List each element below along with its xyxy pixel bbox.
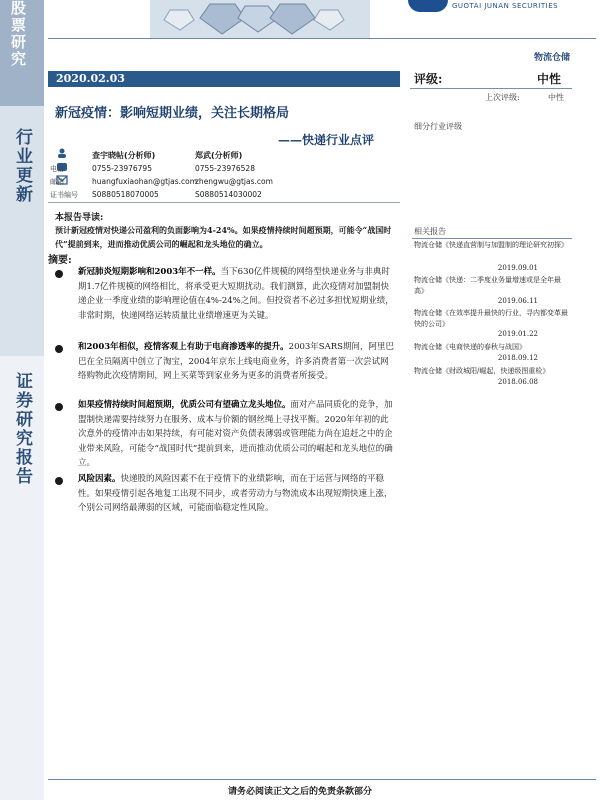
abstract-point-2-body: 2003年SARS期间，阿里巴巴在全员隔离中创立了淘宝，2004年京东上线电商业务，许多消费者第一次尝试网络购物此次疫情期间，网上买菜等到家业务为更多的消费者所接受。 [78, 342, 394, 382]
bullet-icon [55, 270, 63, 278]
related-reports-heading: 相关报告 [414, 227, 446, 236]
analyst-divider [48, 202, 400, 203]
report-date: 2020.02.03 [48, 71, 400, 87]
rating-label: 评级: [414, 72, 443, 86]
abstract-point-2 [78, 340, 396, 384]
analyst-1-cert: S0880518070005 [92, 190, 159, 199]
analyst-1-name: 查宇晓帖(分析师) [92, 151, 156, 160]
sidebar-industry-update-label: 行业更新 [12, 128, 32, 204]
abstract-point-3-lead: 如果疫情持续时间超预期，优质公司有望确立龙头地位。 [78, 400, 291, 410]
abstract-point-1-lead: 新冠肺炎短期影响和2003年不一样。 [78, 267, 221, 277]
related-report-date: 2019.09.01 [497, 264, 538, 272]
sidebar-stock-research-label: 股票研究 [9, 0, 27, 68]
email-label: 邮箱 [50, 178, 64, 186]
phone-label: 电话 [50, 165, 64, 173]
header-rule [48, 38, 596, 39]
rating-divider [410, 88, 572, 89]
related-report-item[interactable]: 物流仓储《财政城阳/崛起，快递级图重检》 [414, 367, 550, 375]
abstract-point-1-body: 当下630亿件规模的网络型快递业务与非典时期1.7亿件规模的网络相比，将承受更大短期扰动。我们测算，此次疫情对加盟制快递企业一季度业绩的影响理论值在4%-24%之间。但投资者不必过多担忧短期业绩，非常时期，快递网络运转质量比业绩增速更为关键。 [78, 267, 394, 321]
guide-heading: 本报告导读: [55, 213, 104, 223]
abstract-point-4-body: 快递股的风险因素不在于疫情下的业绩影响，而在于运营与网络的平稳性。如果疫情引起各地复工出现不同步，或者劳动力与物流成本出现短期快速上涨，个别公司网络最薄弱的区域，可能面临稳定性风险。 [78, 474, 393, 514]
report-subtitle: ——快递行业点评 [278, 133, 375, 147]
footer-rule [48, 779, 596, 780]
related-report-date: 2018.06.08 [497, 378, 538, 386]
analyst-2-phone: 0755-23976528 [195, 164, 255, 173]
report-title: 新冠疫情：影响短期业绩，关注长期格局 [55, 106, 290, 121]
cert-label: 证书编号 [50, 191, 78, 199]
company-logo-text: GUOTAI JUNAN SECURITIES [452, 2, 559, 10]
bullet-icon [55, 477, 63, 485]
related-report-item[interactable]: 物流仓储《快递直营制与加盟制的理论研究初探》 [414, 241, 568, 249]
sub-industry-rating: 细分行业评级 [414, 122, 462, 131]
abstract-point-3 [78, 398, 396, 471]
analyst-2-cert: S0880514030002 [195, 190, 262, 199]
sidebar-securities-report-label: 证券研究报告 [12, 372, 32, 486]
related-report-date: 2019.01.22 [497, 330, 538, 338]
related-report-date: 2018.09.12 [497, 354, 538, 362]
related-report-item[interactable]: 物流仓储《快递：二季度业务量增速或是全年最高》 [414, 276, 561, 295]
bullet-icon [55, 403, 63, 411]
related-reports-rule [412, 238, 572, 239]
last-rating-label: 上次评级: [485, 93, 520, 102]
person-icon [56, 148, 68, 158]
related-report-item[interactable]: 物流仓储《在效率提升最快的行业，寻内都变革最快的公司》 [414, 309, 568, 328]
industry-category: 物流仓储 [533, 53, 570, 63]
related-report-date: 2019.06.11 [497, 297, 538, 305]
disclaimer-footer: 请务必阅读正文之后的免责条款部分 [227, 787, 372, 797]
abstract-point-2-lead: 和2003年相似，疫情客观上有助于电商渗透率的提升。 [78, 342, 289, 352]
abstract-point-1 [78, 265, 396, 323]
analyst-2-name: 郑武(分析师) [195, 151, 243, 160]
abstract-point-4-lead: 风险因素。 [78, 474, 121, 484]
analyst-2-email[interactable]: zhengwu@gtjas.com [195, 177, 273, 186]
related-report-item[interactable]: 物流仓储《电商快递的春秋与战国》 [414, 343, 526, 351]
abstract-point-3-body: 面对产品同质化的竞争，加盟制快递需要持续努力在服务、成本与价额的钢丝绳上寻找平衡。2020年年初的此次意外的疫情冲击如果持续，有可能对资产负债表薄弱或管理能力尚在追赶之中的企业带来风险，可能令“战国时代”提前到来，进而推动优质公司的崛起和龙头地位的确立。 [78, 400, 393, 469]
company-logo-icon [408, 0, 448, 12]
analyst-1-email[interactable]: huangfuxiaohan@gtjas.com [92, 177, 198, 186]
abstract-point-4 [78, 472, 396, 516]
bullet-icon [55, 345, 63, 353]
last-rating-value: 中性 [548, 93, 564, 102]
guide-text: 预计新冠疫情对快递公司盈利的负面影响为4-24%。如果疫情持续时间超预期，可能令“战国时代”提前到来，进而推动优质公司的崛起和龙头地位的确立。 [55, 225, 392, 249]
header-gems-decoration [150, 0, 370, 38]
analyst-1-phone: 0755-23976795 [92, 164, 152, 173]
rating-value: 中性 [537, 72, 562, 86]
abstract-heading: 摘要: [48, 255, 72, 266]
